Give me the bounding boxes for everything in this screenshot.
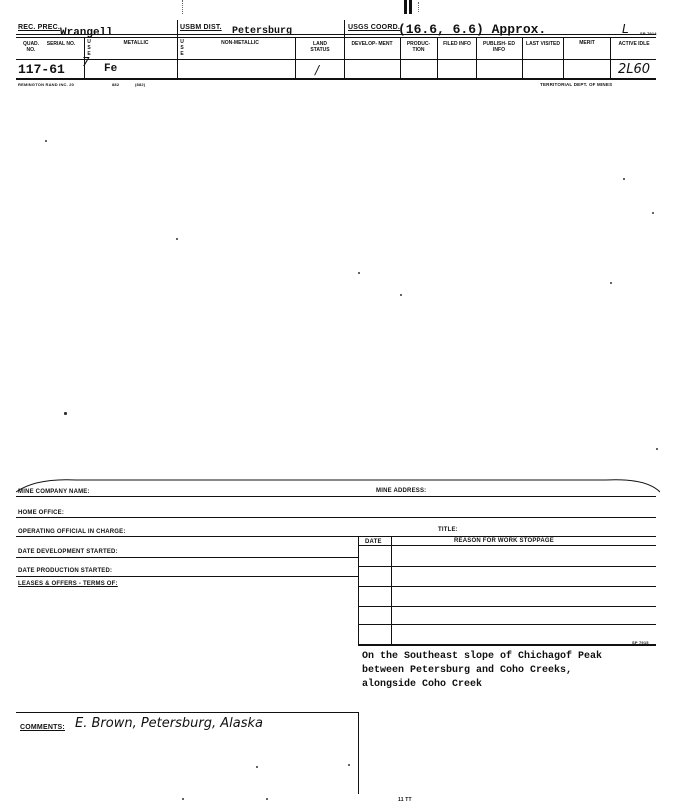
form-code: SP 7914 <box>640 31 657 36</box>
card-rule <box>16 34 656 35</box>
stoppage-rule <box>358 545 656 546</box>
form-code-2: SP 7915 <box>632 640 649 645</box>
form-rule <box>16 576 358 577</box>
form-rule <box>16 557 358 558</box>
col-use-letters-2: U S E <box>180 39 184 57</box>
speck <box>623 178 625 180</box>
stoppage-rule <box>358 606 656 607</box>
printer-code: 882 <box>112 82 120 87</box>
binding-mark <box>404 0 407 14</box>
home-office-label: HOME OFFICE: <box>18 510 65 516</box>
col-published-info: PUBLISH- ED INFO <box>483 41 515 53</box>
comments-label: COMMENTS: <box>20 724 65 731</box>
column-divider <box>344 20 345 78</box>
leases-offers-label: LEASES & OFFERS - TERMS OF: <box>18 581 118 587</box>
serial-no-value: 7 <box>82 55 90 69</box>
location-line-2: between Petersburg and Coho Creeks, <box>362 665 573 676</box>
rec-prec-label: REC. PREC. <box>18 24 61 31</box>
operating-official-label: OPERATING OFFICIAL IN CHARGE: <box>18 529 126 535</box>
col-quad-no: QUAD. NO. <box>22 41 40 53</box>
bottom-mark: 11 TT <box>398 797 412 803</box>
speck <box>182 798 184 800</box>
usgs-coord-mark: L <box>622 22 629 36</box>
form-rule <box>16 496 656 497</box>
stoppage-divider <box>391 536 392 646</box>
metallic-value: Fe <box>104 63 118 75</box>
column-divider <box>295 37 296 78</box>
col-merit: MERIT <box>579 40 595 46</box>
usbm-dist-value: Petersburg <box>232 26 293 37</box>
card-edge <box>16 474 660 494</box>
stoppage-rule <box>358 586 656 587</box>
column-divider <box>563 37 564 78</box>
speck <box>652 212 654 214</box>
speck <box>64 412 67 415</box>
speck <box>400 294 402 296</box>
mine-address-label: MINE ADDRESS: <box>376 488 427 494</box>
usgs-coord-label: USGS COORD. <box>348 24 400 31</box>
card-rule <box>16 37 656 38</box>
col-serial-no: SERIAL NO. <box>46 41 76 47</box>
speck <box>656 448 658 450</box>
binding-mark <box>409 0 412 14</box>
form-rule <box>16 517 656 518</box>
col-production: PRODUC- TION <box>406 41 431 53</box>
column-divider <box>610 37 611 78</box>
column-divider <box>400 37 401 78</box>
speck <box>256 766 258 768</box>
col-land-status: LAND STATUS <box>310 41 330 53</box>
dotted-mark <box>182 0 183 14</box>
mine-company-name-label: MINE COMPANY NAME: <box>18 489 90 495</box>
location-line-3: alongside Coho Creek <box>362 679 483 690</box>
speck <box>176 238 178 240</box>
printer-credit: REMINGTON RAND INC. 20 <box>18 82 75 87</box>
column-divider <box>177 20 178 78</box>
active-idle-value: 2L60 <box>618 62 651 77</box>
comments-value: E. Brown, Petersburg, Alaska <box>75 716 263 731</box>
col-use-letters: U S E <box>87 39 91 57</box>
date-col-label: DATE <box>365 539 382 545</box>
speck <box>45 140 47 142</box>
speck <box>610 282 612 284</box>
form-rule <box>16 712 358 713</box>
card-rule <box>16 59 656 60</box>
quad-no-value: 117-61 <box>18 62 65 77</box>
column-divider <box>522 37 523 78</box>
col-filed-info: FILED INFO <box>443 41 471 47</box>
stoppage-rule <box>358 644 656 646</box>
card-rule <box>16 78 656 80</box>
col-metallic: METALLIC <box>123 40 149 46</box>
usgs-coord-value: (16.6, 6.6) Approx. <box>398 22 547 37</box>
date-production-label: DATE PRODUCTION STARTED: <box>18 568 113 574</box>
comments-divider <box>358 712 359 794</box>
speck <box>358 272 360 274</box>
rec-prec-value: Wrangell <box>60 27 113 39</box>
col-last-visited: LAST VISITED <box>526 41 560 47</box>
issuing-agency: TERRITORIAL DEPT. OF MINES <box>540 82 613 87</box>
reason-col-label: REASON FOR WORK STOPPAGE <box>454 538 554 544</box>
speck <box>348 764 350 766</box>
stoppage-divider <box>358 536 359 646</box>
date-development-label: DATE DEVELOPMENT STARTED: <box>18 549 118 555</box>
title-label: TITLE: <box>438 527 458 533</box>
column-divider <box>476 37 477 78</box>
col-non-metallic: NON-METALLIC <box>221 40 259 46</box>
dotted-mark <box>418 2 419 12</box>
printer-code-2: (882) <box>135 82 146 87</box>
form-rule <box>16 536 656 537</box>
col-active-idle: ACTIVE IDLE <box>618 41 650 47</box>
speck <box>266 798 268 800</box>
col-development: DEVELOP- MENT <box>351 41 393 47</box>
stoppage-rule <box>358 566 656 567</box>
land-status-value: / <box>315 63 320 77</box>
usbm-dist-label: USBM DIST. <box>180 24 222 31</box>
location-line-1: On the Southeast slope of Chichagof Peak <box>362 651 603 662</box>
stoppage-rule <box>358 624 656 625</box>
column-divider <box>437 37 438 78</box>
